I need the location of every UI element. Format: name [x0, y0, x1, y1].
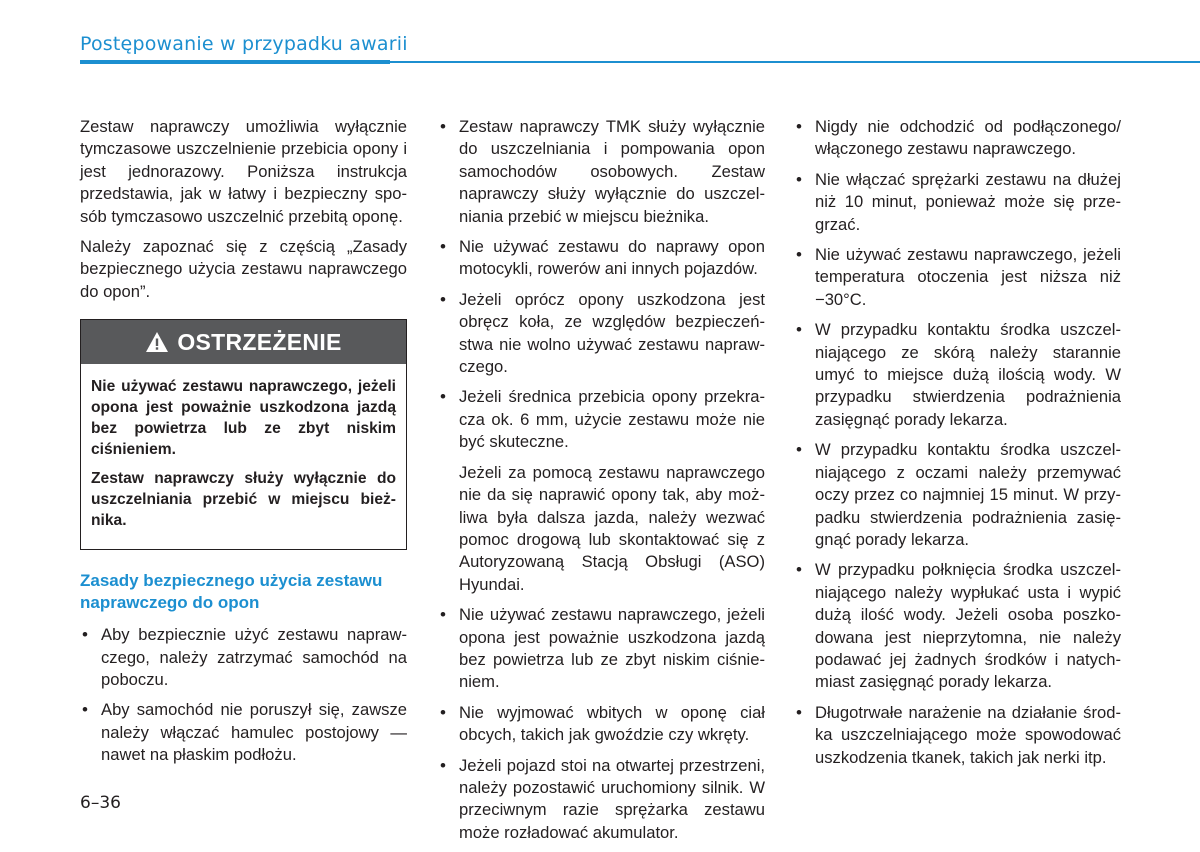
list-item: • Aby bezpiecznie użyć zestawu naprawczego, należy zatrzymać samochód na poboczu.: [80, 624, 407, 691]
list-item: • Nie używać zestawu naprawczego, jeżeli temperatura otoczenia jest niższa niż −30°C.: [794, 244, 1121, 311]
list-item: • Nie włączać sprężarki zestawu na dłużej niż 10 minut, ponieważ może się przegrzać.: [794, 169, 1121, 236]
header-rule: [80, 60, 390, 64]
list-item: • Jeżeli średnica przebicia opony przekracza ok. 6 mm, użycie zestawu może nie być skuteczne.: [438, 386, 765, 453]
list-item: • W przypadku kontaktu środka uszczelniającego ze skórą należy starannie umyć to miejsce dużą ilością wody. W przypadku stwierdzenia podrażnienia zasięgnąć porady lekarza.: [794, 319, 1121, 431]
list-item: • Długotrwałe narażenie na działanie środka uszczelniającego może spowodować uszkodzenia tkanek, takich jak nerki itp.: [794, 702, 1121, 769]
bullet-list: [438, 116, 765, 454]
sub-paragraph: Jeżeli za pomocą zestawu naprawczego nie da się naprawić opony tak, aby możliwa była dalsza jazda, należy wezwać pomoc drogową lub skontaktować się z Autoryzowaną Stacją Obsługi (ASO) Hyundai.: [459, 462, 765, 594]
list-item: • Nie używać zestawu naprawczego, jeżeli opona jest poważnie uszkodzona jazdą bez powietrza lub ze zbyt niskim ciśnieniem.: [438, 604, 765, 694]
list-item: • W przypadku kontaktu środka uszczelniającego z oczami należy przemywać oczy przez co najmniej 15 minut. W przypadku stwierdzenia podrażnienia zasięgnąć porady lekarza.: [794, 439, 1121, 551]
header-rule-thin: [390, 61, 1200, 63]
section-title: Postępowanie w przypadku awarii: [80, 33, 408, 55]
warning-title: OSTRZEŻENIE: [177, 329, 342, 356]
list-item: • W przypadku połknięcia środka uszczelniającego należy wypłukać usta i wypić dużą ilość wody. Jeżeli osoba poszkodowana jest nieprzytomna, nie należy podawać jej żadnych środków i natychmiast zasięgnąć porady lekarza.: [794, 559, 1121, 693]
list-item: • Jeżeli pojazd stoi na otwartej przestrzeni, należy pozostawić uruchomiony silnik. W przeciwnym razie sprężarka zestawu może rozładować akumulator.: [438, 755, 765, 845]
list-item: • Zestaw naprawczy TMK służy wyłącznie do uszczelniania i pompowania opon samochodów osobowych. Zestaw naprawczy służy wyłącznie do uszczelniania przebić w miejscu bieżnika.: [438, 116, 765, 228]
page-number: 6–36: [80, 793, 121, 813]
list-item: • Aby samochód nie poruszył się, zawsze należy włączać hamulec postojowy — nawet na płaskim podłożu.: [80, 699, 407, 766]
list-item: • Nie używać zestawu do naprawy opon motocykli, rowerów ani innych pojazdów.: [438, 236, 765, 281]
column-left: [80, 116, 407, 775]
list-item: • Nigdy nie odchodzić od podłączonego/ włączonego zestawu naprawczego.: [794, 116, 1121, 161]
warning-text: Zestaw naprawczy służy wyłącznie do uszczelniania przebić w miejscu bieżnika.: [91, 470, 396, 530]
column-middle: [438, 116, 765, 852]
warning-text: Nie używać zestawu naprawczego, jeżeli opona jest poważnie uszkodzona jazdą bez powietrza lub ze zbyt niskim ciśnieniem.: [91, 378, 396, 459]
bullet-list: [80, 624, 407, 766]
list-item: • Nie wyjmować wbitych w oponę ciał obcych, takich jak gwoździe czy wkręty.: [438, 702, 765, 747]
bullet-list: [794, 116, 1121, 769]
warning-header: [81, 320, 406, 364]
bullet-list: [438, 604, 765, 844]
intro-paragraph-2: Należy zapoznać się z częścią „Zasady bezpiecznego użycia zestawu naprawczego do opon”.: [80, 237, 407, 301]
list-item: • Jeżeli oprócz opony uszkodzona jest obręcz koła, ze względów bezpieczeństwa nie wolno używać zestawu naprawczego.: [438, 289, 765, 379]
warning-triangle-icon: [145, 331, 169, 353]
subheading: Zasady bezpiecznego użycia zestawu naprawczego do opon: [80, 571, 383, 613]
column-right: [794, 116, 1121, 777]
warning-box: [80, 319, 407, 550]
intro-paragraph: Zestaw naprawczy umożliwia wyłącznie tymczasowe uszczelnienie przebicia opony i jest jednorazowy. Poniższa instrukcja przedstawia, jak w łatwy i bezpieczny sposób tymczasowo uszczelnić przebitą oponę.: [80, 117, 407, 226]
warning-body: [81, 364, 406, 549]
